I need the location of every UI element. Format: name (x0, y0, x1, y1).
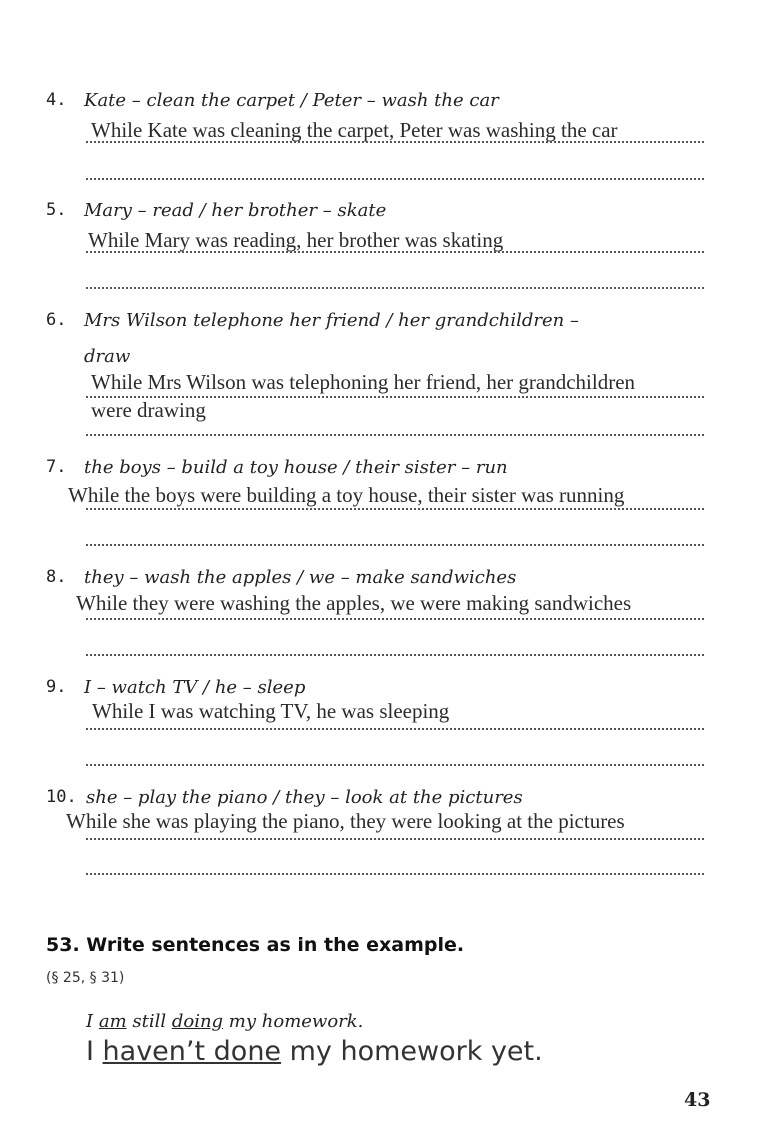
example-answer-underlined: haven’t done (102, 1036, 282, 1067)
page-number: 43 (684, 1089, 711, 1111)
exercise-prompt: they – wash the apples / we – make sandwiches (84, 567, 517, 588)
answer-line (86, 618, 704, 620)
exercise-answer: While I was watching TV, he was sleeping (92, 699, 450, 723)
exercise-prompt: I – watch TV / he – sleep (84, 677, 306, 698)
exercise-number: 8. (46, 567, 67, 587)
example-prompt (86, 1011, 363, 1032)
example-prompt-part: my homework. (223, 1011, 364, 1032)
example-prompt-underlined: am (98, 1011, 127, 1032)
exercise-answer: While she was playing the piano, they were looking at the pictures (66, 809, 625, 833)
exercise-answer: While they were washing the apples, we were making sandwiches (76, 591, 632, 615)
exercise-prompt: Mary – read / her brother – skate (84, 200, 387, 221)
grammar-reference: (§ 25, § 31) (46, 970, 125, 986)
exercise-prompt: Kate – clean the carpet / Peter – wash the car (84, 90, 499, 111)
answer-line (86, 873, 704, 875)
exercise-number: 4. (46, 90, 67, 110)
answer-line (86, 728, 704, 730)
example-answer-part: I (86, 1036, 103, 1067)
exercise-answer: While Kate was cleaning the carpet, Peter was washing the car (91, 118, 618, 142)
answer-line (86, 251, 704, 253)
example-prompt-underlined: doing (171, 1011, 224, 1032)
answer-line (86, 838, 704, 840)
exercise-prompt-continued: draw (84, 346, 131, 367)
task-heading: 53. Write sentences as in the example. (46, 934, 465, 956)
example-prompt-part: still (126, 1011, 172, 1032)
answer-line (86, 287, 704, 289)
exercise-number: 9. (46, 677, 67, 697)
answer-line (86, 544, 704, 546)
exercise-prompt: she – play the piano / they – look at the pictures (86, 787, 523, 808)
exercise-answer: While Mary was reading, her brother was skating (88, 228, 504, 252)
exercise-prompt: Mrs Wilson telephone her friend / her grandchildren – (84, 310, 579, 331)
answer-line (86, 508, 704, 510)
example-prompt-part: I (86, 1011, 99, 1032)
exercise-number: 5. (46, 200, 67, 220)
exercise-answer: While the boys were building a toy house, their sister was running (68, 483, 625, 507)
exercise-answer-continued: were drawing (91, 398, 206, 422)
example-answer (86, 1036, 543, 1067)
answer-line (86, 141, 704, 143)
answer-line (86, 434, 704, 436)
exercise-answer: While Mrs Wilson was telephoning her friend, her grandchildren (91, 370, 636, 394)
answer-line (86, 764, 704, 766)
answer-line (86, 178, 704, 180)
exercise-prompt: the boys – build a toy house / their sister – run (84, 457, 508, 478)
exercise-number: 6. (46, 310, 67, 330)
example-answer-part: my homework yet. (281, 1036, 543, 1067)
exercise-number: 7. (46, 457, 67, 477)
exercise-number: 10. (46, 787, 77, 807)
answer-line (86, 654, 704, 656)
